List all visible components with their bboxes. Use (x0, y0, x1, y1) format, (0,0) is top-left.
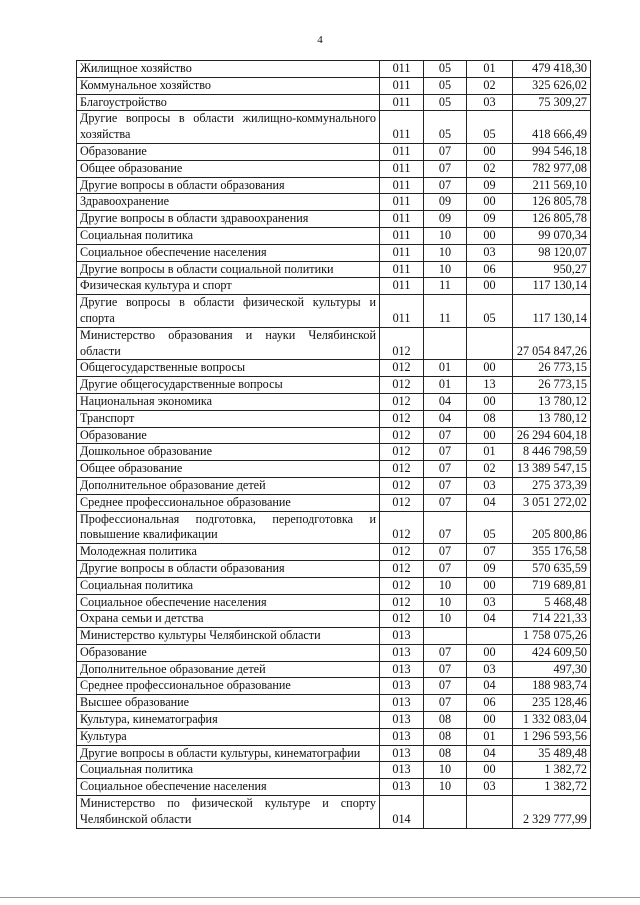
row-section: 07 (424, 511, 467, 544)
row-admin-code: 011 (380, 261, 424, 278)
row-amount: 99 070,34 (513, 227, 591, 244)
row-name: Жилищное хозяйство (77, 61, 380, 78)
row-section: 07 (424, 560, 467, 577)
row-section: 10 (424, 577, 467, 594)
row-subsection: 05 (467, 295, 513, 328)
budget-table-body (77, 61, 591, 829)
row-admin-code: 011 (380, 160, 424, 177)
row-admin-code: 013 (380, 779, 424, 796)
row-name: Социальное обеспечение населения (77, 779, 380, 796)
row-admin-code: 012 (380, 327, 424, 360)
row-name: Национальная экономика (77, 393, 380, 410)
row-amount: 1 758 075,26 (513, 628, 591, 645)
row-section: 07 (424, 494, 467, 511)
table-row (77, 661, 591, 678)
table-row (77, 377, 591, 394)
row-amount: 325 626,02 (513, 77, 591, 94)
row-section: 04 (424, 410, 467, 427)
row-name: Охрана семьи и детства (77, 611, 380, 628)
table-row (77, 695, 591, 712)
row-subsection: 00 (467, 762, 513, 779)
row-subsection: 00 (467, 712, 513, 729)
row-name: Социальная политика (77, 577, 380, 594)
table-row (77, 577, 591, 594)
row-amount: 275 373,39 (513, 477, 591, 494)
row-admin-code: 012 (380, 594, 424, 611)
page-bottom-edge (0, 897, 640, 898)
row-amount: 117 130,14 (513, 295, 591, 328)
row-name: Общее образование (77, 160, 380, 177)
row-amount: 782 977,08 (513, 160, 591, 177)
row-admin-code: 011 (380, 194, 424, 211)
table-row (77, 111, 591, 144)
row-section: 07 (424, 477, 467, 494)
row-subsection (467, 628, 513, 645)
row-section: 07 (424, 143, 467, 160)
row-subsection: 03 (467, 477, 513, 494)
row-section: 04 (424, 393, 467, 410)
table-row (77, 779, 591, 796)
row-admin-code: 012 (380, 560, 424, 577)
row-admin-code: 012 (380, 511, 424, 544)
row-name: Культура, кинематография (77, 712, 380, 729)
row-admin-code: 012 (380, 611, 424, 628)
row-name: Культура (77, 728, 380, 745)
table-row (77, 295, 591, 328)
row-subsection: 00 (467, 227, 513, 244)
table-row (77, 211, 591, 228)
row-amount: 994 546,18 (513, 143, 591, 160)
row-admin-code: 012 (380, 410, 424, 427)
table-row (77, 511, 591, 544)
row-section: 10 (424, 594, 467, 611)
row-section: 09 (424, 211, 467, 228)
row-section: 07 (424, 644, 467, 661)
table-row (77, 494, 591, 511)
row-name: Образование (77, 644, 380, 661)
row-admin-code: 013 (380, 745, 424, 762)
row-name: Социальная политика (77, 762, 380, 779)
row-subsection: 00 (467, 143, 513, 160)
row-section: 10 (424, 227, 467, 244)
row-admin-code: 012 (380, 461, 424, 478)
table-row (77, 61, 591, 78)
row-admin-code: 013 (380, 644, 424, 661)
row-admin-code: 013 (380, 628, 424, 645)
row-admin-code: 011 (380, 77, 424, 94)
row-subsection: 06 (467, 261, 513, 278)
row-name: Социальное обеспечение населения (77, 594, 380, 611)
row-subsection: 04 (467, 494, 513, 511)
row-amount: 1 332 083,04 (513, 712, 591, 729)
row-amount: 570 635,59 (513, 560, 591, 577)
row-subsection (467, 327, 513, 360)
row-amount: 205 800,86 (513, 511, 591, 544)
row-name: Министерство культуры Челябинской области (77, 628, 380, 645)
row-name: Дополнительное образование детей (77, 477, 380, 494)
table-row (77, 244, 591, 261)
table-row (77, 444, 591, 461)
row-amount: 13 780,12 (513, 410, 591, 427)
row-section: 11 (424, 295, 467, 328)
row-section: 05 (424, 111, 467, 144)
row-name: Коммунальное хозяйство (77, 77, 380, 94)
row-admin-code: 013 (380, 762, 424, 779)
row-admin-code: 011 (380, 177, 424, 194)
row-subsection (467, 796, 513, 829)
row-amount: 126 805,78 (513, 211, 591, 228)
row-subsection: 04 (467, 678, 513, 695)
row-admin-code: 011 (380, 278, 424, 295)
table-row (77, 177, 591, 194)
row-name: Общегосударственные вопросы (77, 360, 380, 377)
row-name: Транспорт (77, 410, 380, 427)
row-name: Министерство по физической культуре и спорту Челябинской области (77, 796, 380, 829)
row-admin-code: 011 (380, 211, 424, 228)
row-subsection: 03 (467, 594, 513, 611)
row-subsection: 03 (467, 661, 513, 678)
row-subsection: 07 (467, 544, 513, 561)
row-name: Физическая культура и спорт (77, 278, 380, 295)
table-row (77, 461, 591, 478)
row-admin-code: 014 (380, 796, 424, 829)
row-admin-code: 012 (380, 360, 424, 377)
table-row (77, 712, 591, 729)
row-amount: 235 128,46 (513, 695, 591, 712)
row-section: 05 (424, 61, 467, 78)
row-name: Социальная политика (77, 227, 380, 244)
row-name: Другие вопросы в области образования (77, 177, 380, 194)
row-section: 07 (424, 461, 467, 478)
row-amount: 117 130,14 (513, 278, 591, 295)
row-amount: 497,30 (513, 661, 591, 678)
row-name: Общее образование (77, 461, 380, 478)
row-subsection: 00 (467, 427, 513, 444)
row-section (424, 796, 467, 829)
row-subsection: 02 (467, 160, 513, 177)
row-amount: 1 382,72 (513, 762, 591, 779)
row-section: 05 (424, 94, 467, 111)
row-amount: 26 294 604,18 (513, 427, 591, 444)
row-section: 01 (424, 360, 467, 377)
table-row (77, 644, 591, 661)
row-admin-code: 012 (380, 494, 424, 511)
table-row (77, 427, 591, 444)
row-amount: 3 051 272,02 (513, 494, 591, 511)
row-name: Благоустройство (77, 94, 380, 111)
row-subsection: 04 (467, 745, 513, 762)
table-row (77, 278, 591, 295)
table-row (77, 544, 591, 561)
row-section: 08 (424, 745, 467, 762)
row-amount: 27 054 847,26 (513, 327, 591, 360)
row-subsection: 02 (467, 461, 513, 478)
table-row (77, 560, 591, 577)
row-section: 01 (424, 377, 467, 394)
row-section: 11 (424, 278, 467, 295)
row-subsection: 05 (467, 511, 513, 544)
row-subsection: 06 (467, 695, 513, 712)
row-name: Среднее профессиональное образование (77, 678, 380, 695)
row-name: Дополнительное образование детей (77, 661, 380, 678)
table-row (77, 678, 591, 695)
row-name: Высшее образование (77, 695, 380, 712)
row-amount: 424 609,50 (513, 644, 591, 661)
table-row (77, 261, 591, 278)
row-subsection: 09 (467, 211, 513, 228)
budget-table (76, 60, 591, 829)
row-amount: 126 805,78 (513, 194, 591, 211)
page-number: 4 (317, 34, 323, 46)
row-subsection: 03 (467, 244, 513, 261)
row-admin-code: 011 (380, 61, 424, 78)
row-admin-code: 012 (380, 427, 424, 444)
row-subsection: 01 (467, 444, 513, 461)
table-row (77, 628, 591, 645)
table-row (77, 410, 591, 427)
row-admin-code: 011 (380, 227, 424, 244)
table-row (77, 393, 591, 410)
row-admin-code: 011 (380, 94, 424, 111)
row-section: 07 (424, 661, 467, 678)
row-name: Другие вопросы в области здравоохранения (77, 211, 380, 228)
row-subsection: 00 (467, 360, 513, 377)
row-amount: 26 773,15 (513, 377, 591, 394)
row-admin-code: 012 (380, 393, 424, 410)
row-amount: 714 221,33 (513, 611, 591, 628)
row-subsection: 00 (467, 644, 513, 661)
row-name: Другие вопросы в области социальной политики (77, 261, 380, 278)
row-section: 10 (424, 261, 467, 278)
row-name: Другие вопросы в области жилищно-коммунального хозяйства (77, 111, 380, 144)
row-amount: 2 329 777,99 (513, 796, 591, 829)
row-subsection: 00 (467, 278, 513, 295)
row-section (424, 628, 467, 645)
row-section: 10 (424, 779, 467, 796)
table-row (77, 160, 591, 177)
row-section: 08 (424, 728, 467, 745)
row-name: Другие вопросы в области культуры, кинематографии (77, 745, 380, 762)
row-section: 05 (424, 77, 467, 94)
row-amount: 98 120,07 (513, 244, 591, 261)
row-admin-code: 013 (380, 695, 424, 712)
row-name: Министерство образования и науки Челябинской области (77, 327, 380, 360)
row-section: 10 (424, 244, 467, 261)
row-subsection: 13 (467, 377, 513, 394)
table-row (77, 227, 591, 244)
row-subsection: 03 (467, 779, 513, 796)
row-name: Профессиональная подготовка, переподготовка и повышение квалификации (77, 511, 380, 544)
row-section: 08 (424, 712, 467, 729)
row-amount: 35 489,48 (513, 745, 591, 762)
table-row (77, 796, 591, 829)
row-admin-code: 012 (380, 477, 424, 494)
row-subsection: 09 (467, 177, 513, 194)
row-amount: 13 780,12 (513, 393, 591, 410)
table-row (77, 477, 591, 494)
row-amount: 188 983,74 (513, 678, 591, 695)
row-admin-code: 012 (380, 544, 424, 561)
row-amount: 8 446 798,59 (513, 444, 591, 461)
row-amount: 1 382,72 (513, 779, 591, 796)
row-name: Среднее профессиональное образование (77, 494, 380, 511)
table-row (77, 594, 591, 611)
row-amount: 719 689,81 (513, 577, 591, 594)
row-subsection: 00 (467, 393, 513, 410)
row-subsection: 09 (467, 560, 513, 577)
row-amount: 5 468,48 (513, 594, 591, 611)
row-admin-code: 011 (380, 244, 424, 261)
row-subsection: 08 (467, 410, 513, 427)
row-name: Другие вопросы в области образования (77, 560, 380, 577)
table-row (77, 94, 591, 111)
table-row (77, 745, 591, 762)
row-section: 07 (424, 695, 467, 712)
row-subsection: 02 (467, 77, 513, 94)
row-admin-code: 013 (380, 712, 424, 729)
table-row (77, 360, 591, 377)
row-section: 07 (424, 160, 467, 177)
table-row (77, 194, 591, 211)
row-name: Молодежная политика (77, 544, 380, 561)
row-name: Здравоохранение (77, 194, 380, 211)
row-admin-code: 013 (380, 728, 424, 745)
table-row (77, 762, 591, 779)
row-section: 09 (424, 194, 467, 211)
row-admin-code: 013 (380, 678, 424, 695)
row-subsection: 01 (467, 61, 513, 78)
row-section: 10 (424, 762, 467, 779)
row-name: Другие общегосударственные вопросы (77, 377, 380, 394)
row-section (424, 327, 467, 360)
row-amount: 950,27 (513, 261, 591, 278)
row-subsection: 00 (467, 194, 513, 211)
row-section: 07 (424, 427, 467, 444)
row-amount: 355 176,58 (513, 544, 591, 561)
row-admin-code: 012 (380, 444, 424, 461)
table-row (77, 611, 591, 628)
row-amount: 13 389 547,15 (513, 461, 591, 478)
row-admin-code: 012 (380, 377, 424, 394)
row-admin-code: 013 (380, 661, 424, 678)
row-amount: 211 569,10 (513, 177, 591, 194)
row-subsection: 00 (467, 577, 513, 594)
row-subsection: 01 (467, 728, 513, 745)
table-row (77, 728, 591, 745)
table-row (77, 77, 591, 94)
row-subsection: 05 (467, 111, 513, 144)
row-admin-code: 012 (380, 577, 424, 594)
row-section: 07 (424, 678, 467, 695)
table-row (77, 143, 591, 160)
row-section: 10 (424, 611, 467, 628)
row-admin-code: 011 (380, 143, 424, 160)
row-name: Дошкольное образование (77, 444, 380, 461)
row-name: Другие вопросы в области физической культуры и спорта (77, 295, 380, 328)
row-admin-code: 011 (380, 295, 424, 328)
row-amount: 418 666,49 (513, 111, 591, 144)
row-name: Образование (77, 143, 380, 160)
row-section: 07 (424, 544, 467, 561)
row-amount: 479 418,30 (513, 61, 591, 78)
row-section: 07 (424, 444, 467, 461)
row-admin-code: 011 (380, 111, 424, 144)
row-amount: 1 296 593,56 (513, 728, 591, 745)
row-name: Образование (77, 427, 380, 444)
row-subsection: 04 (467, 611, 513, 628)
row-amount: 75 309,27 (513, 94, 591, 111)
row-section: 07 (424, 177, 467, 194)
row-amount: 26 773,15 (513, 360, 591, 377)
table-row (77, 327, 591, 360)
row-subsection: 03 (467, 94, 513, 111)
row-name: Социальное обеспечение населения (77, 244, 380, 261)
